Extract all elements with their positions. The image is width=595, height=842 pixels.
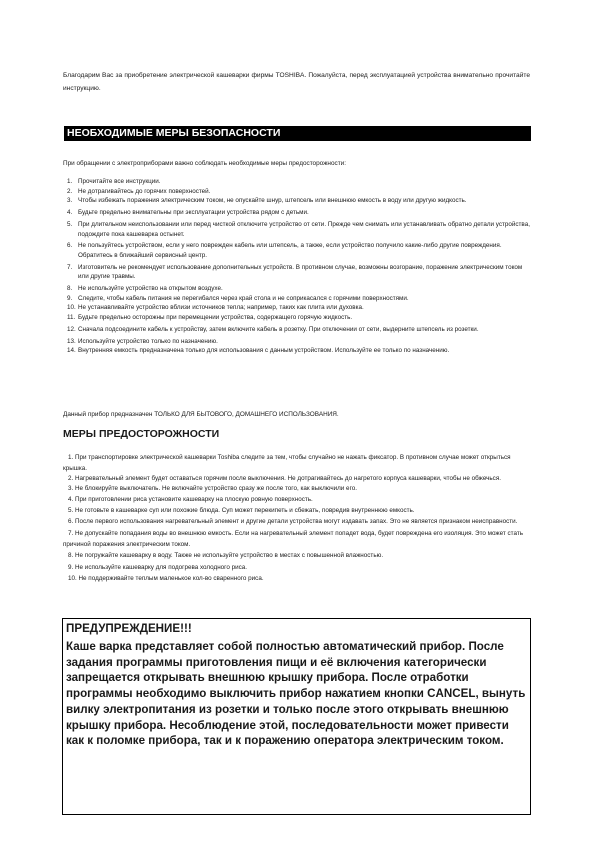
- safety-item-number: 12.: [67, 325, 76, 333]
- precaution-item: 3. Не блокируйте выключатель. Не включайте устройство сразу же после того, как выключили его.: [68, 484, 357, 492]
- purpose-note: Данный прибор предназначен ТОЛЬКО ДЛЯ БЫТОВОГО, ДОМАШНЕГО ИСПОЛЬЗОВАНИЯ.: [63, 411, 339, 418]
- safety-item-text: Изготовитель не рекомендует использование дополнительных устройств. В противном случае, возможны возгорание, поражение электрическим током или другие травмы.: [78, 263, 523, 281]
- precaution-item: 6. После первого использования нагревательный элемент и другие детали устройства могут издавать запах. Это не является признаком неисправности.: [68, 518, 518, 526]
- safety-item-text: Будьте предельно внимательны при эксплуатации устройства рядом с детьми.: [78, 209, 309, 217]
- safety-item-text: Чтобы избежать поражения электрическим током, не опускайте шнур, штепсель или внешнюю емкость в воду или другую жидкость.: [78, 197, 467, 205]
- safety-item-number: 2.: [67, 187, 73, 195]
- safety-heading: НЕОБХОДИМЫЕ МЕРЫ БЕЗОПАСНОСТИ: [64, 126, 531, 141]
- safety-item: [63, 241, 533, 260]
- safety-item-text: Не устанавливайте устройство вблизи источников тепла; например, таких как плита или духовка.: [78, 304, 364, 312]
- safety-item: [63, 337, 533, 347]
- safety-item-number: 13.: [67, 337, 76, 345]
- safety-item-number: 5.: [67, 220, 73, 228]
- safety-item-text: Используйте устройство только по назначению.: [78, 337, 218, 345]
- safety-item: [63, 187, 533, 197]
- intro-paragraph: Благодарим Вас за приобретение электрической кашеварки фирмы TOSHIBA. Пожалуйста, перед эксплуатацией устройства внимательно прочитайте инструкцию.: [63, 72, 530, 92]
- warning-box: [62, 618, 531, 815]
- safety-item: [63, 313, 533, 323]
- safety-item-number: 4.: [67, 209, 73, 217]
- safety-item-number: 6.: [67, 242, 73, 250]
- safety-item-text: Сначала подсоедините кабель к устройству, затем включите кабель в розетку. При отключении от сети, выдерните штепсель из розетки.: [78, 325, 479, 333]
- safety-item: [63, 294, 533, 304]
- safety-item-number: 1.: [67, 178, 73, 185]
- safety-intro: При обращении с электроприборами важно соблюдать необходимые меры предосторожности:: [63, 160, 346, 167]
- safety-item: [63, 177, 533, 187]
- precaution-item: 5. Не готовьте в кашеварке суп или похожие блюда. Суп может перекипеть и сбежать, повредив внутреннюю емкость.: [68, 507, 415, 515]
- warning-title: ПРЕДУПРЕЖДЕНИЕ!!!: [66, 622, 192, 635]
- safety-item-number: 11.: [67, 314, 76, 322]
- precaution-item: 7. Не допускайте попадания воды во внешнюю емкость. Если на нагревательный элемент попадет вода, будет повреждена его изоляция. Это может стать причиной поражения электрическим током.: [63, 529, 524, 549]
- safety-item-text: При длительном неиспользовании или перед чисткой отключите устройство от сети. Прежде чем снимать или устанавливать обратно детали устройства, подождите пока кашеварка остынет.: [78, 220, 530, 238]
- precaution-item: 4. При приготовлении риса установите кашеварку на плоскую ровную поверхность.: [68, 495, 313, 503]
- precaution-item: 2. Нагревательный элемент будет оставаться горячим после выключения. Не дотрагивайтесь до нагретого корпуса кашеварки, чтобы не обжечься.: [68, 474, 501, 482]
- safety-item-number: 3.: [67, 197, 73, 205]
- safety-item-text: Внутренняя емкость предназначена только для использования с данным устройством. Используйте ее только по назначению.: [78, 347, 450, 355]
- safety-item-number: 10.: [67, 304, 76, 312]
- precaution-item: 9. Не используйте кашеварку для подогрева холодного риса.: [68, 563, 248, 571]
- safety-item-number: 14.: [67, 347, 76, 355]
- safety-item-text: Не пользуйтесь устройством, если у него поврежден кабель или штепсель, а также, если устройство получило какие-либо другие повреждения. Обратитесь в ближайший сервисный центр.: [78, 242, 502, 259]
- precautions-list: [63, 452, 533, 584]
- safety-item-text: Следите, чтобы кабель питания не перегибался через край стола и не соприкасался с горячими поверхностями.: [78, 294, 409, 302]
- safety-item-number: 7.: [67, 263, 73, 271]
- safety-item-text: Не используйте устройство на открытом воздухе.: [78, 285, 223, 293]
- safety-item: [63, 303, 533, 313]
- safety-item: [63, 346, 533, 356]
- safety-item-text: Будьте предельно осторожны при перемещении устройства, содержащего горячую жидкость.: [78, 314, 353, 322]
- safety-item: [63, 220, 533, 239]
- safety-list: [63, 177, 533, 356]
- safety-item-number: 8.: [67, 285, 73, 293]
- precaution-item: 10. Не поддерживайте теплым маленькое кол-во сваренного риса.: [68, 574, 264, 582]
- safety-item: [63, 208, 533, 218]
- warning-text: Каше варка представляет собой полностью автоматический прибор. После задания программы приготовления пищи и её включения категорически запрещается открывать внешнюю крышку прибора. После отработки программы необходимо выключить прибор нажатием кнопки CANCEL, вынуть вилку электропитания из розетки и только после этого открывать внешнюю крышку прибора. Несоблюдение этой, последовательности может привести как к поломке прибора, так и к поражению оператора электрическим током.: [66, 640, 526, 748]
- safety-item: [63, 263, 533, 282]
- safety-item-number: 9.: [67, 294, 73, 302]
- safety-item-text: Прочитайте все инструкции.: [78, 178, 161, 185]
- precaution-item: 1. При транспортировке электрической кашеварки Toshiba следите за тем, чтобы случайно не нажать фиксатор. В противном случае может открыться крышка.: [63, 454, 511, 473]
- safety-item: [63, 196, 533, 206]
- safety-item-text: Не дотрагивайтесь до горячих поверхностей.: [78, 187, 211, 195]
- safety-item: [63, 325, 533, 335]
- safety-item: [63, 284, 533, 294]
- precaution-item: 8. Не погружайте кашеварку в воду. Также не используйте устройство в местах с повышенной влажностью.: [68, 552, 384, 560]
- precautions-heading: МЕРЫ ПРЕДОСТОРОЖНОСТИ: [63, 428, 220, 440]
